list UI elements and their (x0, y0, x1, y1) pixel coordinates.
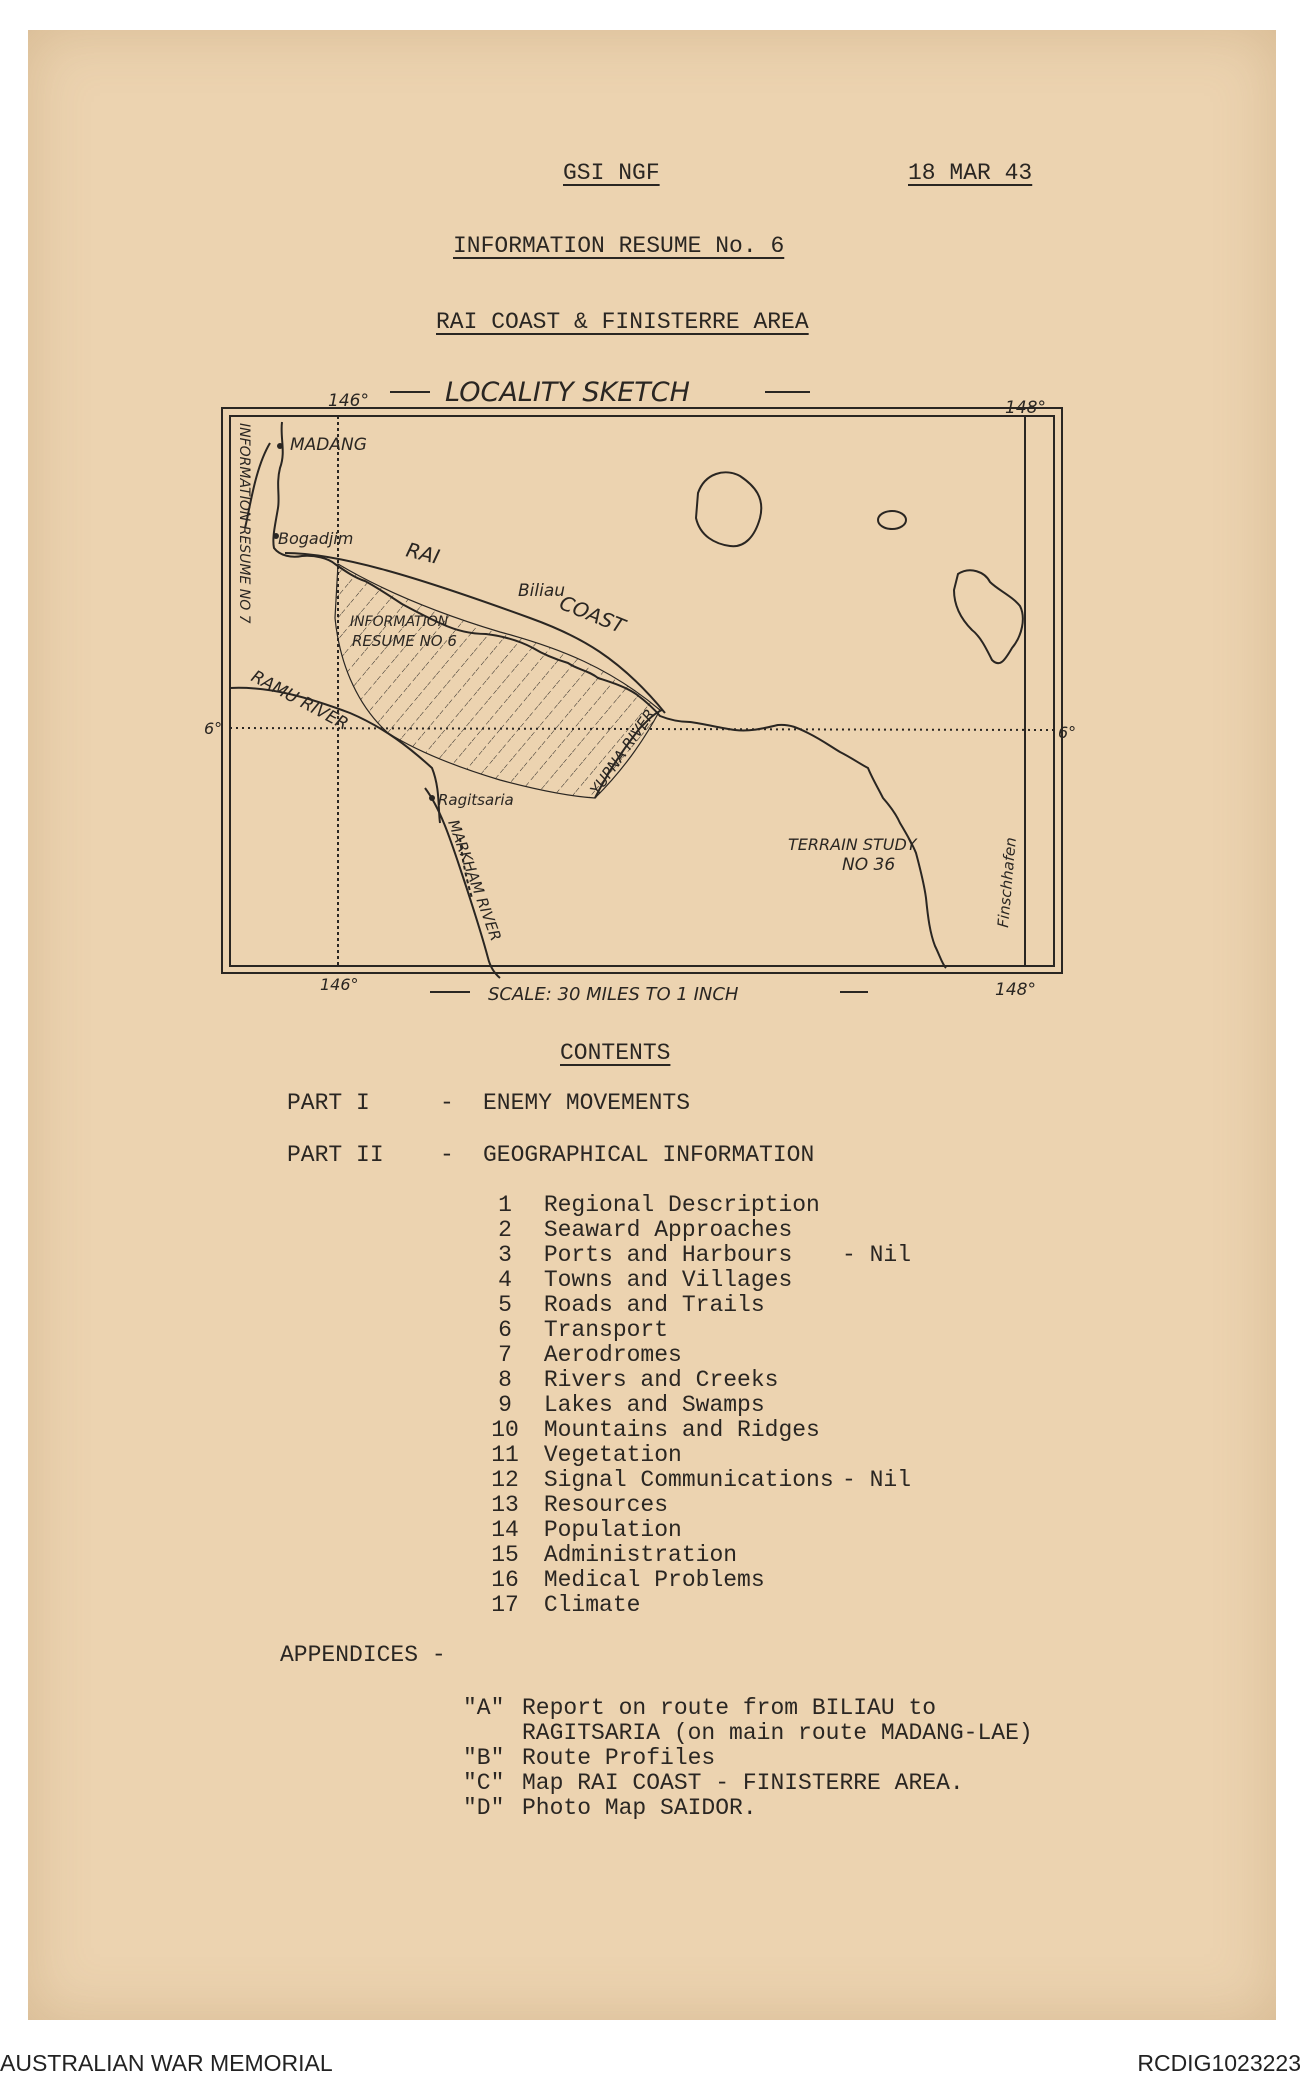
label-markham-river: MARKHAM RIVER (444, 817, 505, 944)
label-terrain-line2: NO 36 (842, 855, 896, 875)
label-resume-6-line1: INFORMATION (350, 614, 449, 630)
list-text: Mountains and Ridges (543, 1417, 820, 1443)
appendix-b-line1: Route Profiles (522, 1745, 716, 1771)
part-2-title: GEOGRAPHICAL INFORMATION (483, 1142, 815, 1168)
list-number: 13 (491, 1492, 519, 1518)
label-bogadjim: Bogadjim (278, 529, 354, 548)
list-item (480, 1267, 792, 1292)
list-text: Regional Description (543, 1192, 820, 1218)
contents-heading: CONTENTS (560, 1040, 671, 1066)
part-1-label: PART I (287, 1090, 370, 1116)
list-text: Population (543, 1517, 682, 1543)
list-number: 4 (498, 1267, 512, 1293)
list-number: 11 (491, 1442, 519, 1468)
ragitsaria-point (429, 795, 435, 801)
list-item (480, 1192, 820, 1217)
appendix-a-line1: Report on route from BILIAU to (522, 1695, 937, 1721)
part-2-dash: - (440, 1142, 454, 1168)
appendices-heading: APPENDICES - (280, 1642, 446, 1668)
list-number: 15 (491, 1542, 519, 1568)
lat-label-left: 6° (204, 719, 223, 738)
lon-label-bottom-left: 146° (320, 975, 359, 994)
appendix-d-line1: Photo Map SAIDOR. (522, 1795, 757, 1821)
list-item (480, 1292, 765, 1317)
list-number: 16 (491, 1567, 519, 1593)
list-number: 5 (498, 1292, 512, 1318)
sketch-title: LOCALITY SKETCH (445, 377, 690, 408)
list-number: 9 (498, 1392, 512, 1418)
label-coast: COAST (556, 590, 629, 639)
list-text: Resources (543, 1492, 669, 1518)
label-madang: MADANG (290, 435, 367, 455)
list-text: Climate (543, 1592, 641, 1618)
appendix-c-key: "C" (463, 1770, 505, 1796)
list-item (480, 1442, 682, 1467)
list-number: 17 (491, 1592, 519, 1618)
document-title: INFORMATION RESUME No. 6 (453, 233, 785, 259)
island-long (954, 570, 1023, 663)
list-number: 10 (491, 1417, 519, 1443)
part-1-title: ENEMY MOVEMENTS (483, 1090, 691, 1116)
list-item (480, 1217, 792, 1242)
list-text: Vegetation (543, 1442, 682, 1468)
list-item (480, 1367, 778, 1392)
label-finschhafen: Finschhafen (994, 836, 1020, 929)
list-number: 12 (491, 1467, 519, 1493)
appendix-a-line2: RAGITSARIA (on main route MADANG-LAE) (522, 1720, 1033, 1746)
list-text: Signal Communications (543, 1467, 834, 1493)
list-text: Transport (543, 1317, 669, 1343)
footer-id: RCDIG1023223 (1137, 2050, 1301, 2076)
map-frame-inner (230, 416, 1054, 966)
list-text: Rivers and Creeks (543, 1367, 779, 1393)
list-number: 6 (498, 1317, 512, 1343)
unit-code: GSI NGF (563, 160, 660, 186)
appendix-c-line1: Map RAI COAST - FINISTERRE AREA. (522, 1770, 964, 1796)
list-item (480, 1567, 765, 1592)
footer-credit: AUSTRALIAN WAR MEMORIAL (0, 2050, 333, 2076)
lon-label-top-left: 146° (328, 391, 369, 411)
list-text: Towns and Villages (543, 1267, 793, 1293)
markham-river (425, 788, 500, 978)
list-text: Ports and Harbours (543, 1242, 793, 1268)
list-number: 1 (498, 1192, 512, 1218)
list-item (480, 1342, 682, 1367)
label-yupna-river: YUPNA RIVER (586, 705, 659, 799)
list-number: 7 (498, 1342, 512, 1368)
appendix-d-key: "D" (463, 1795, 505, 1821)
list-note: - Nil (842, 1242, 912, 1268)
document-date: 18 MAR 43 (908, 160, 1033, 186)
part-1-dash: - (440, 1090, 454, 1116)
label-rai: RAI (403, 537, 443, 569)
document-subtitle: RAI COAST & FINISTERRE AREA (436, 309, 809, 335)
list-note: - Nil (842, 1467, 912, 1493)
list-item (480, 1317, 668, 1342)
locality-sketch-map (200, 368, 1080, 1013)
part-2-label: PART II (287, 1142, 384, 1168)
list-item (480, 1467, 912, 1493)
list-item (480, 1242, 912, 1268)
list-text: Roads and Trails (543, 1292, 765, 1318)
map-frame-outer (222, 408, 1062, 973)
list-text: Seaward Approaches (543, 1217, 793, 1243)
label-terrain-line1: TERRAIN STUDY (788, 835, 917, 854)
list-text: Lakes and Swamps (543, 1392, 765, 1418)
label-biliau: Biliau (518, 581, 566, 601)
list-text: Administration (543, 1542, 738, 1568)
sketch-scale: SCALE: 30 MILES TO 1 INCH (488, 984, 739, 1005)
label-resume-7: INFORMATION RESUME NO 7 (236, 423, 252, 624)
label-ragitsaria: Ragitsaria (438, 791, 514, 809)
list-item (480, 1417, 820, 1442)
label-ramu-river: RAMU RIVER (247, 666, 352, 735)
list-text: Aerodromes (543, 1342, 682, 1368)
list-item (480, 1492, 668, 1517)
madang-point (277, 443, 283, 449)
list-number: 3 (498, 1242, 512, 1268)
lon-label-top-right: 148° (1005, 398, 1046, 418)
list-item (480, 1392, 765, 1417)
lat-label-right: 6° (1058, 723, 1077, 742)
list-item (480, 1592, 640, 1617)
list-text: Medical Problems (543, 1567, 765, 1593)
label-resume-6-line2: RESUME NO 6 (352, 632, 457, 650)
list-item (480, 1517, 682, 1542)
lon-label-bottom-right: 148° (995, 980, 1036, 1000)
list-item (480, 1542, 737, 1567)
island-karkar (696, 472, 761, 546)
appendix-b-key: "B" (463, 1745, 505, 1771)
island-small (878, 511, 906, 529)
appendix-a-key: "A" (463, 1695, 505, 1721)
list-number: 14 (491, 1517, 519, 1543)
list-number: 8 (498, 1367, 512, 1393)
list-number: 2 (498, 1217, 512, 1243)
